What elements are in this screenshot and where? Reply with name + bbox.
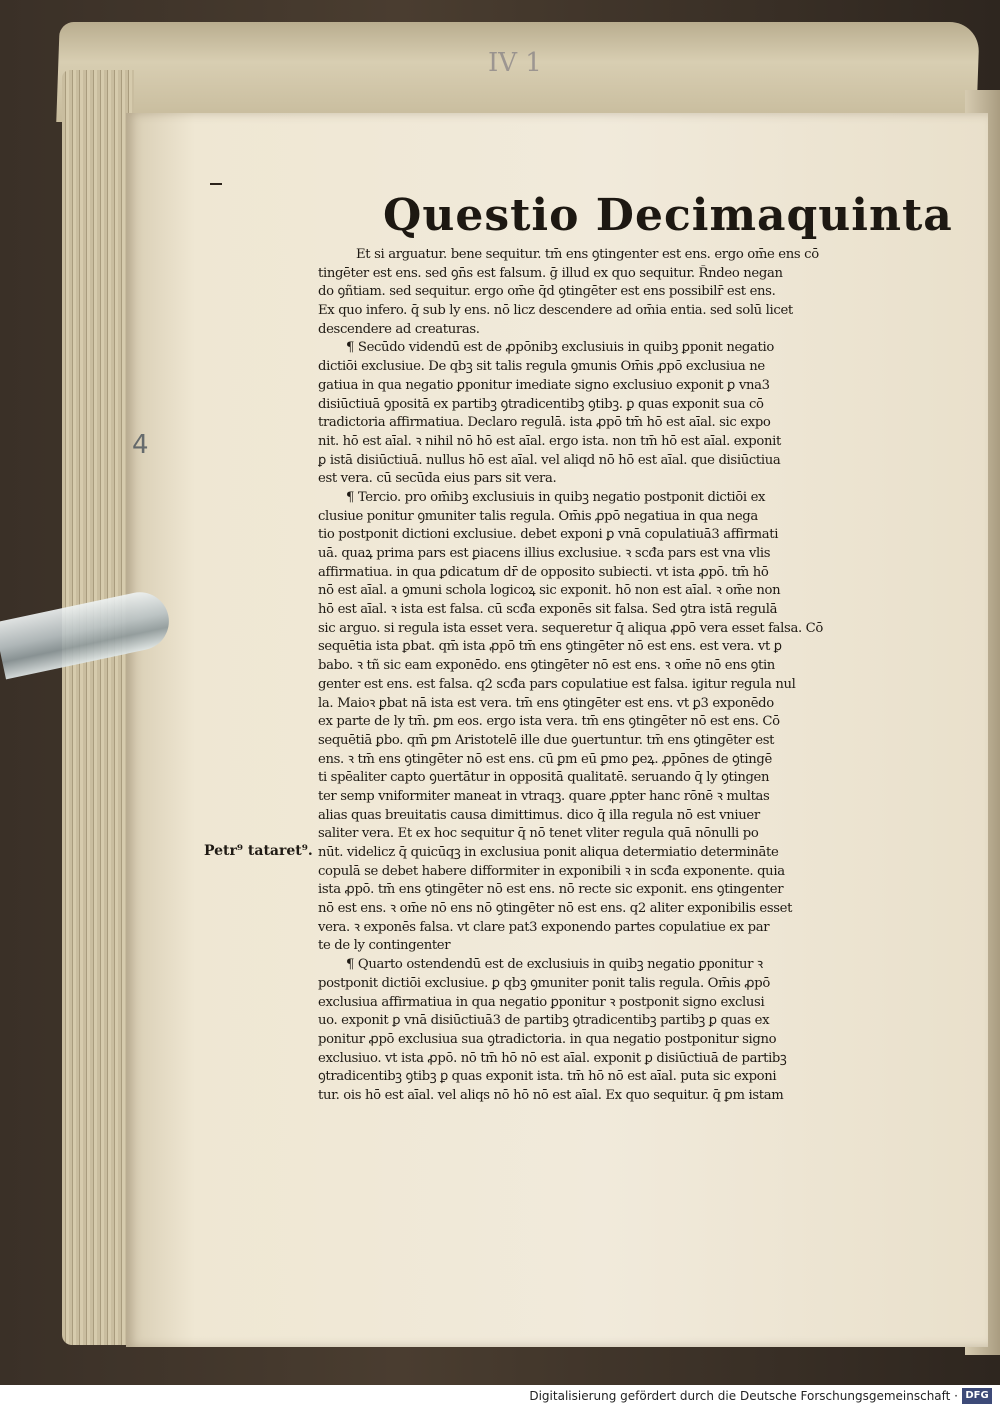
footer-bar [0, 1385, 1000, 1408]
text-line: saliter vera. Et ex hoc sequitur q̄ nō tenet vliter regula quā nōnulli po [318, 826, 759, 842]
text-line: tradictoria affirmatiua. Declaro regulā. ista ꝓpō tm̄ hō est aīal. sic expo [318, 415, 771, 431]
text-line: nit̄. hō est aīal. ꝛ nihil nō hō est aīal. ergo ista. non tm̄ hō est aīal. exponit̄ [318, 433, 781, 449]
text-line: gatiua in qua negatio ꝑponitur imediate signo exclusiuo exponit̄ ꝑ vna3 [318, 377, 770, 393]
text-line: ex parte de ly tm̄. ꝑm eos. ergo ista vera. tm̄ ens ꝯtingēter nō est ens. Cō [318, 714, 780, 730]
text-line: tio postponit̄ dictioni exclusiue. debet exponi ꝑ vnā copulatiuā3 affirmati [318, 527, 779, 543]
text-line: genter est ens. est falsa. q2 scđa pars copulatiue est falsa. igitur regula nul [318, 676, 796, 692]
text-line: sequētiā ꝑbo. qm̄ ꝑm Aristotelē ille due ꝯuertuntur. tm̄ ens ꝯtingēter est [318, 732, 775, 748]
text-line: nō est ens. ꝛ om̄e nō ens nō ꝯtingēter nō est ens. q2 aliter exponibilis esset [318, 901, 793, 917]
margin-pencil-mark: 4 [132, 430, 149, 460]
text-line: est vera. cū secūda eius pars sit vera. [318, 471, 557, 487]
text-line: ¶ Secūdo videndū est de ꝓpōnibꝫ exclusiuis in quibꝫ ꝑponit̄ negatio [346, 340, 774, 356]
text-line: nūt. videlicz q̄ quicūqꝫ in exclusiua ponit̄ aliqua determiatio determināte [318, 845, 779, 860]
text-line: la. Maioꝛ ꝑbat̄ nā ista est vera. tm̄ ens ꝯtingēter est ens. vt ꝑ3 exponēdo [318, 695, 774, 711]
text-line: ¶ Quarto ostendendū est de exclusiuis in quibꝫ negatio ꝑponitur ꝛ [346, 957, 763, 973]
footer-credit: Digitalisierung gefördert durch die Deutsche Forschungsgemeinschaft · [529, 1389, 958, 1403]
dfg-logo: DFG [962, 1388, 992, 1404]
text-line: uo. exponit̄ ꝑ vnā disiūctiuā3 de partibꝫ ꝯtradicentibꝫ partibꝫ ꝑ quas ex [318, 1013, 770, 1029]
text-line: sequētia ista ꝑbat̄. qm̄ ista ꝓpō tm̄ ens ꝯtingēter nō est ens. est vera. vt ꝑ [318, 639, 782, 655]
text-line: ꝯtradicentibꝫ ꝯtibꝫ ꝑ quas exponit̄ ista. tm̄ hō nō est aīal. puta sic exponi [318, 1069, 777, 1085]
text-line: ter semp vniformiter maneat in vtraqꝫ. quare ꝓpter hanc rōnē ꝛ multas [318, 788, 770, 804]
marginal-note: Petr⁹ tataret⁹. [204, 843, 313, 859]
text-line: hō est aīal. ꝛ ista est falsa. cū scđa exponēs sit falsa. Sed ꝯtra istā regulā [318, 602, 778, 618]
text-line: Et si arguatur. bene sequitur. tm̄ ens ꝯtingenter est ens. ergo om̄e ens cō [356, 247, 819, 262]
text-line: ista ꝓpō. tm̄ ens ꝯtingēter nō est ens. nō recte sic exponit̄. ens ꝯtingenter [318, 882, 784, 898]
text-line: exclusiuo. vt ista ꝓpō. nō tm̄ hō nō est aīal. exponit̄ ꝑ disiūctiuā de partibꝫ [318, 1050, 787, 1066]
text-line: disiūctiuā ꝯpositā ex partibꝫ ꝯtradicentibꝫ ꝯtibꝫ. ꝑ quas exponit̄ sua cō [318, 396, 764, 412]
text-line: ti spēaliter capto ꝯuertātur in oppositā qualitatē. seruando q̄ ly ꝯtingen [318, 770, 770, 786]
text-line: tingēter est ens. sed ꝯn̄s est falsum. ḡ illud ex quo sequitur. R̄ndeo negan [318, 265, 783, 281]
text-line: sic arguo. si regula ista esset vera. sequeretur q̄ aliqua ꝓpō vera esset falsa. Cō [318, 620, 823, 636]
body-text [318, 246, 878, 1106]
text-line: affirmatiua. in qua ꝑdicatum dr̄ de opposito subiecti. vt ista ꝓpō. tm̄ hō [318, 564, 769, 580]
text-line: do ꝯñtiam. sed sequitur. ergo om̄e q̄d ꝯtingēter est ens possibilr̄ est ens. [318, 284, 776, 300]
text-line: copulā se debet habere difformiter in exponibili ꝛ in scđa exponente. quia [318, 863, 785, 879]
page-title: Questio Decimaquinta [383, 190, 953, 241]
text-line: ꝑ istā disiūctiuā. nullus hō est aīal. vel aliqd nō hō est aīal. que disiūctiua [318, 452, 781, 468]
text-line: dictiōi exclusiue. De qbꝫ sit talis regula ꝯmunis Om̄is ꝓpō exclusiua ne [318, 359, 765, 375]
text-line: uā. quaꝝ prima pars est ꝑiacens illius exclusiue. ꝛ scđa pars est vna vlis [318, 546, 771, 561]
text-line: ponitur ꝓpō exclusiua sua ꝯtradictoria. in qua negatio postponitur signo [318, 1031, 777, 1047]
text-line: descendere ad creaturas. [318, 321, 480, 337]
page-fore-edge [62, 70, 134, 1345]
text-line: ¶ Tercio. pro om̄ibꝫ exclusiuis in quibꝫ negatio postponit̄ dictiōi ex [346, 489, 766, 505]
text-line: babo. ꝛ tñ sic eam exponēdo. ens ꝯtingēter nō est ens. ꝛ om̄e nō ens ꝯtin [318, 658, 775, 674]
text-line: Ex quo infero. q̄ sub ly ens. nō licz descendere ad om̄ia entia. sed solū licet [318, 303, 793, 319]
text-line: vera. ꝛ exponēs falsa. vt clare pat3 exponendo partes copulatiue ex par [318, 919, 770, 935]
text-line: ens. ꝛ tm̄ ens ꝯtingēter nō est ens. cū ꝑm eū ꝑmo ꝑeꝝ. ꝓpōnes de ꝯtingē [318, 751, 772, 767]
text-line: alias quas breuitatis causa dimittimus. dico q̄ illa regula nō est vniuer [318, 807, 760, 823]
text-line: clusiue ponitur ꝯmuniter talis regula. Om̄is ꝓpō negatiua in qua nega [318, 508, 758, 524]
text-line: postponit̄ dictiōi exclusiue. ꝑ qbꝫ ꝯmuniter ponit̄ talis regula. Om̄is ꝓpō [318, 975, 770, 991]
text-line: tur. ois hō est aīal. vel aliqs nō hō nō est aīal. Ex quo sequitur. q̄ ꝑm istam [318, 1087, 784, 1103]
text-line: nō est aīal. a ꝯmuni schola logicoꝝ sic exponit̄. hō non est aīal. ꝛ om̄e non [318, 583, 781, 599]
margin-dash [210, 183, 222, 185]
text-line: exclusiua affirmatiua in qua negatio ꝑponitur ꝛ postponit̄ signo exclusi [318, 994, 765, 1010]
text-line: te de ly contingenter [318, 938, 451, 954]
library-stamp: IV 1 [488, 48, 542, 78]
